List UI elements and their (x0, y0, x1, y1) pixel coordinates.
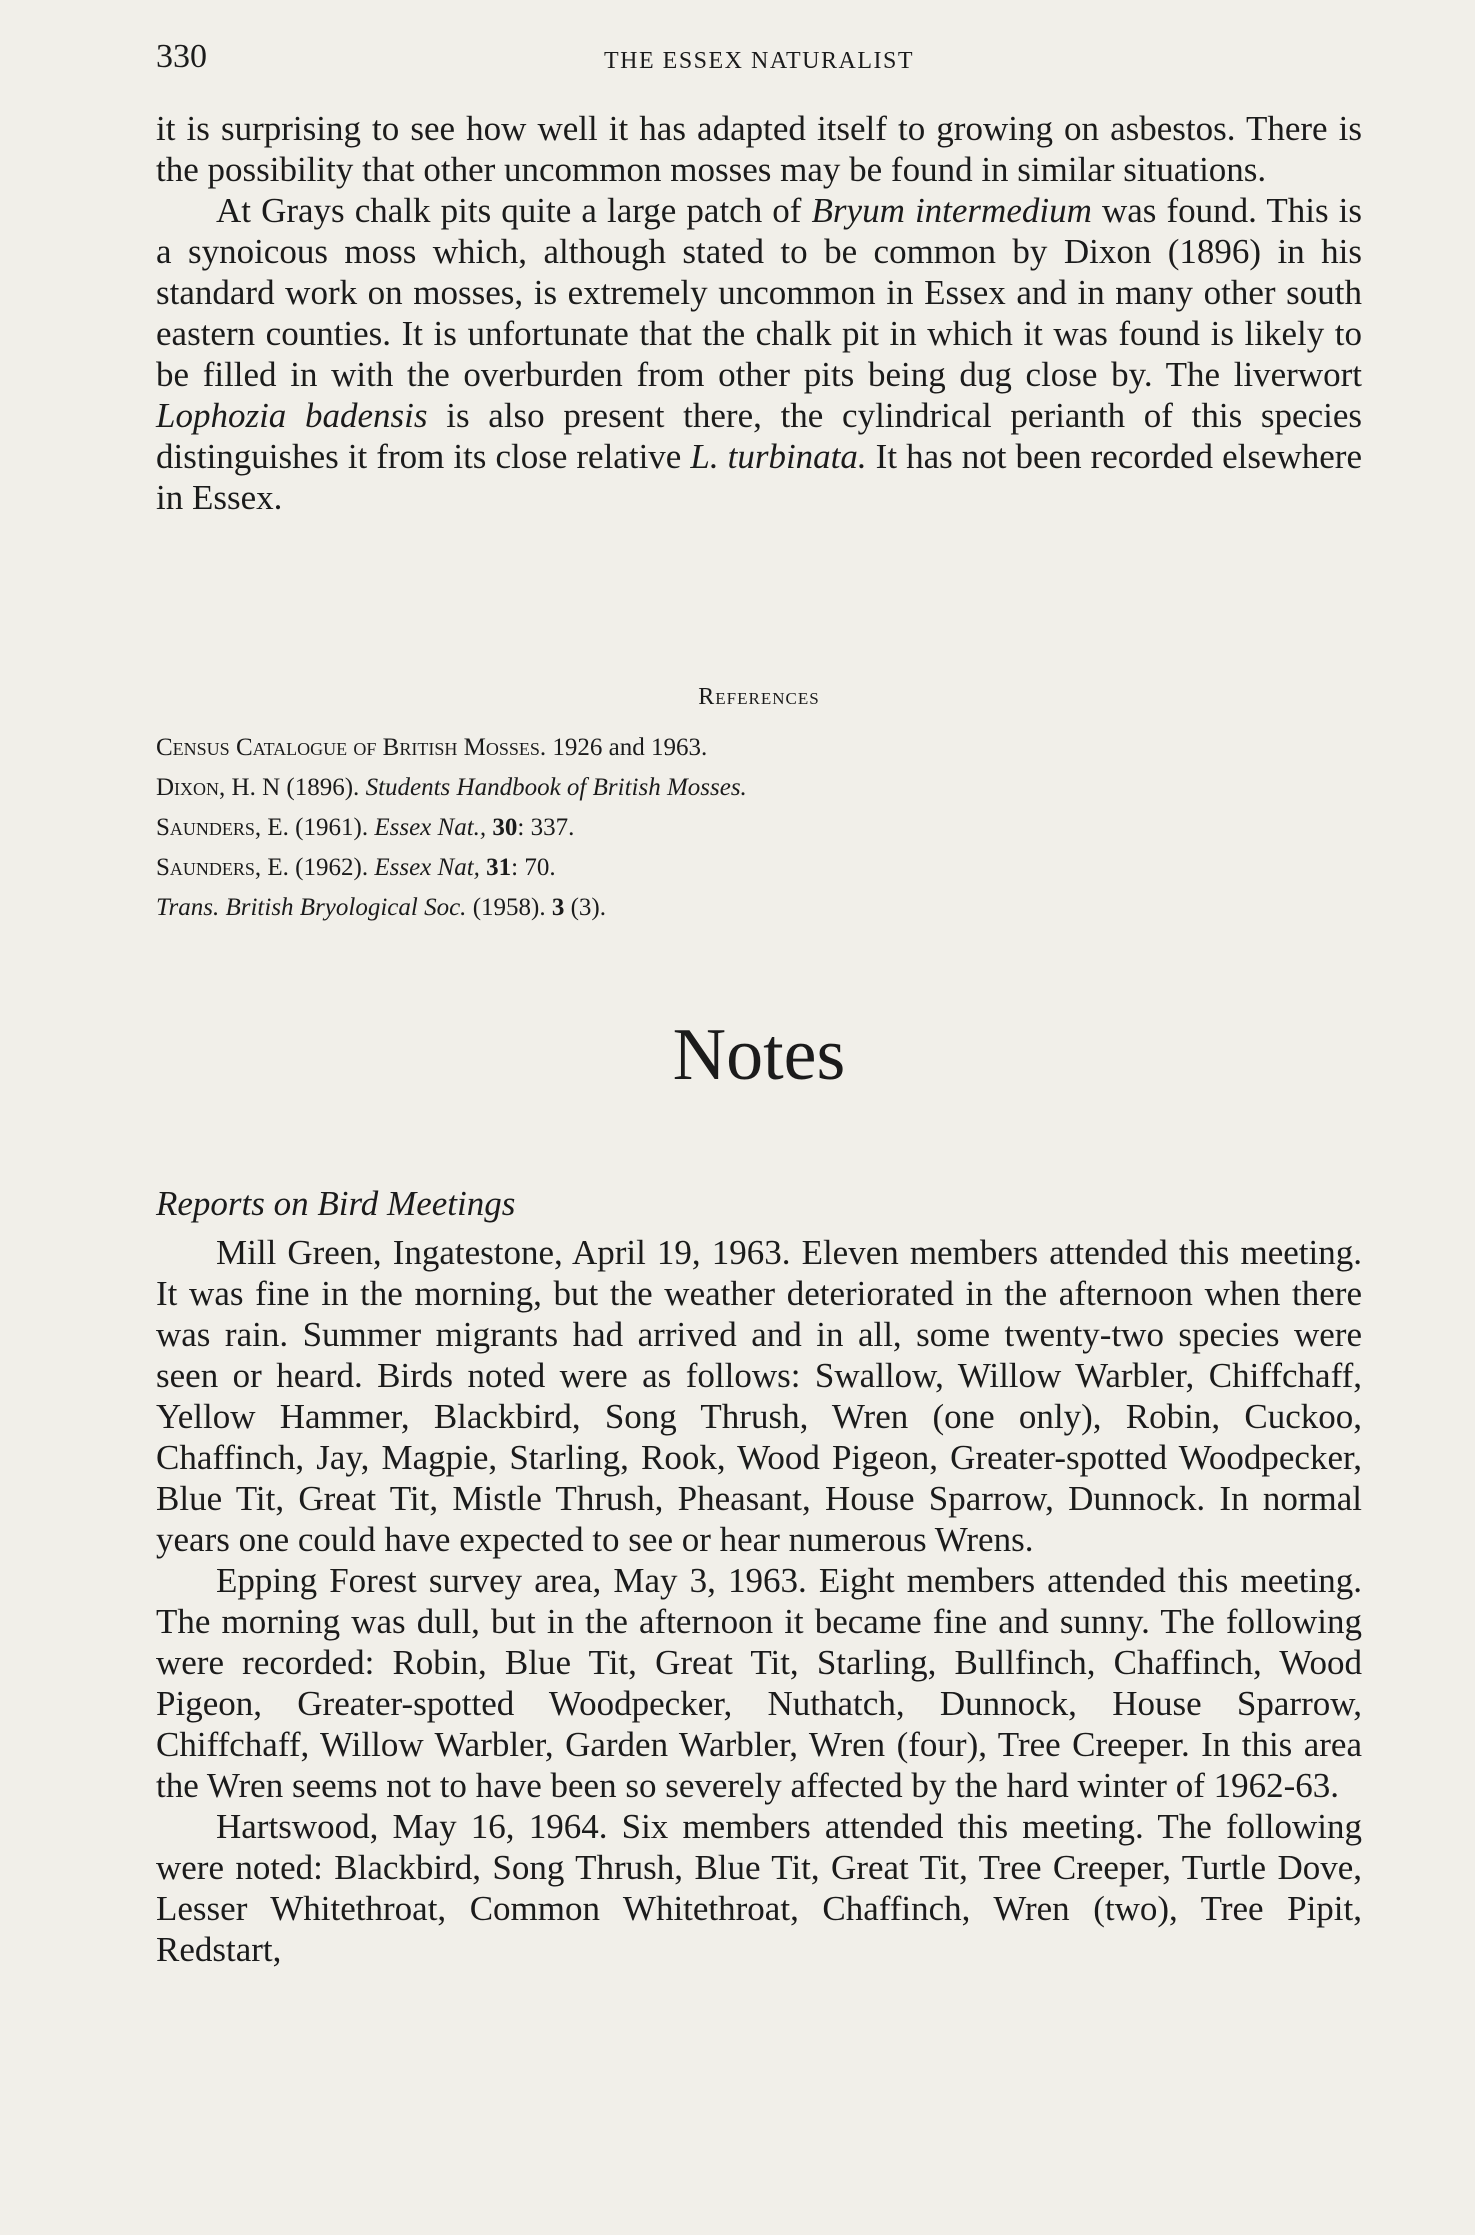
reference-item (156, 848, 1362, 888)
species-name: Bryum intermedium (811, 191, 1092, 230)
text-segment: It has not been recorded elsewhere in Essex. (156, 437, 1362, 517)
paragraph-grays-chalk-pits (156, 190, 1362, 518)
report-epping-forest: Epping Forest survey area, May 3, 1963. Eight members attended this meeting. The morning was dull, but in the afternoon it became fine and sunny. The following were recorded: Robin, Blue Tit, Great Tit, Starling, Bullfinch, Chaffinch, Wood Pigeon, Greater-spotted Woodpecker, Nuthatch, Dunnock, House Sparrow, Chiffchaff, Willow Warbler, Garden Warbler, Wren (four), Tree Creeper. In this area the Wren seems not to have been so severely affected by the hard winter of 1962-63. (156, 1561, 1362, 1805)
references-heading: References (698, 684, 820, 710)
page-number: 330 (156, 38, 207, 75)
reference-volume: 30 (492, 814, 518, 841)
text-segment: At Grays chalk pits quite a large patch of (216, 191, 812, 230)
reference-details: (1958). (466, 894, 552, 921)
running-head: THE ESSEX NATURALIST (604, 48, 914, 74)
text-segment: was found. This is a synoicous moss which, although stated to be common by Dixon (1896) in his standard work on mosses, is extremely uncommon in Essex and in many other south eastern counties. It is unfortunate that the chalk pit in which it was found is likely to be filled in with the overburden from other pits being dug close by. The liverwort (156, 191, 1363, 394)
moss-article-continuation (156, 108, 1362, 518)
reference-volume: 3 (551, 894, 565, 921)
reference-pages: (3). (564, 894, 606, 921)
reference-title: Essex Nat., (374, 814, 487, 841)
reference-author: Dixon, H. N (1896). (156, 774, 360, 801)
reference-item (156, 728, 1362, 768)
bird-meeting-reports (156, 1232, 1362, 1970)
reference-title: Trans. British Bryological Soc. (156, 894, 467, 921)
reference-details: 1926 and 1963. (546, 734, 708, 761)
reference-title: Essex Nat, (374, 854, 480, 881)
reference-volume: 31 (486, 854, 512, 881)
bird-meetings-subheading: Reports on Bird Meetings (156, 1184, 516, 1223)
reference-author: Saunders, E. (1962). (156, 854, 369, 881)
reference-title: Students Handbook of British Mosses. (365, 774, 747, 801)
reference-pages: : 337. (517, 814, 575, 841)
reference-item (156, 888, 1362, 928)
report-hartswood: Hartswood, May 16, 1964. Six members attended this meeting. The following were noted: Blackbird, Song Thrush, Blue Tit, Great Tit, Tree Creeper, Turtle Dove, Lesser Whitethroat, Common Whitethroat, Chaffinch, Wren (two), Tree Pipit, Redstart, (156, 1807, 1362, 1969)
reference-author: Saunders, E. (1961). (156, 814, 369, 841)
references-list (156, 728, 1362, 928)
species-name: L. turbinata. (690, 437, 867, 476)
reference-item (156, 808, 1362, 848)
species-name: Lophozia badensis (156, 396, 428, 435)
notes-section-title: Notes (672, 1014, 846, 1096)
report-mill-green: Mill Green, Ingatestone, April 19, 1963. Eleven members attended this meeting. It was fine in the morning, but the weather deteriorated in the afternoon when there was rain. Summer migrants had arrived and in all, some twenty-two species were seen or heard. Birds noted were as follows: Swallow, Willow Warbler, Chiffchaff, Yellow Hammer, Blackbird, Song Thrush, Wren (one only), Robin, Cuckoo, Chaffinch, Jay, Magpie, Starling, Rook, Wood Pigeon, Greater-spotted Woodpecker, Blue Tit, Great Tit, Mistle Thrush, Pheasant, House Sparrow, Dunnock. In normal years one could have expected to see or hear numerous Wrens. (156, 1233, 1362, 1559)
reference-author: Census Catalogue of British Mosses. (156, 734, 547, 761)
paragraph-asbestos: it is surprising to see how well it has adapted itself to growing on asbestos. There is the possibility that other uncommon mosses may be found in similar situations. (156, 109, 1362, 189)
reference-pages: : 70. (511, 854, 556, 881)
page-header (156, 38, 1362, 78)
reference-item (156, 768, 1362, 808)
text-segment: is also present there, the cylindrical perianth of this species distinguishes it from its close relative (156, 396, 1363, 476)
